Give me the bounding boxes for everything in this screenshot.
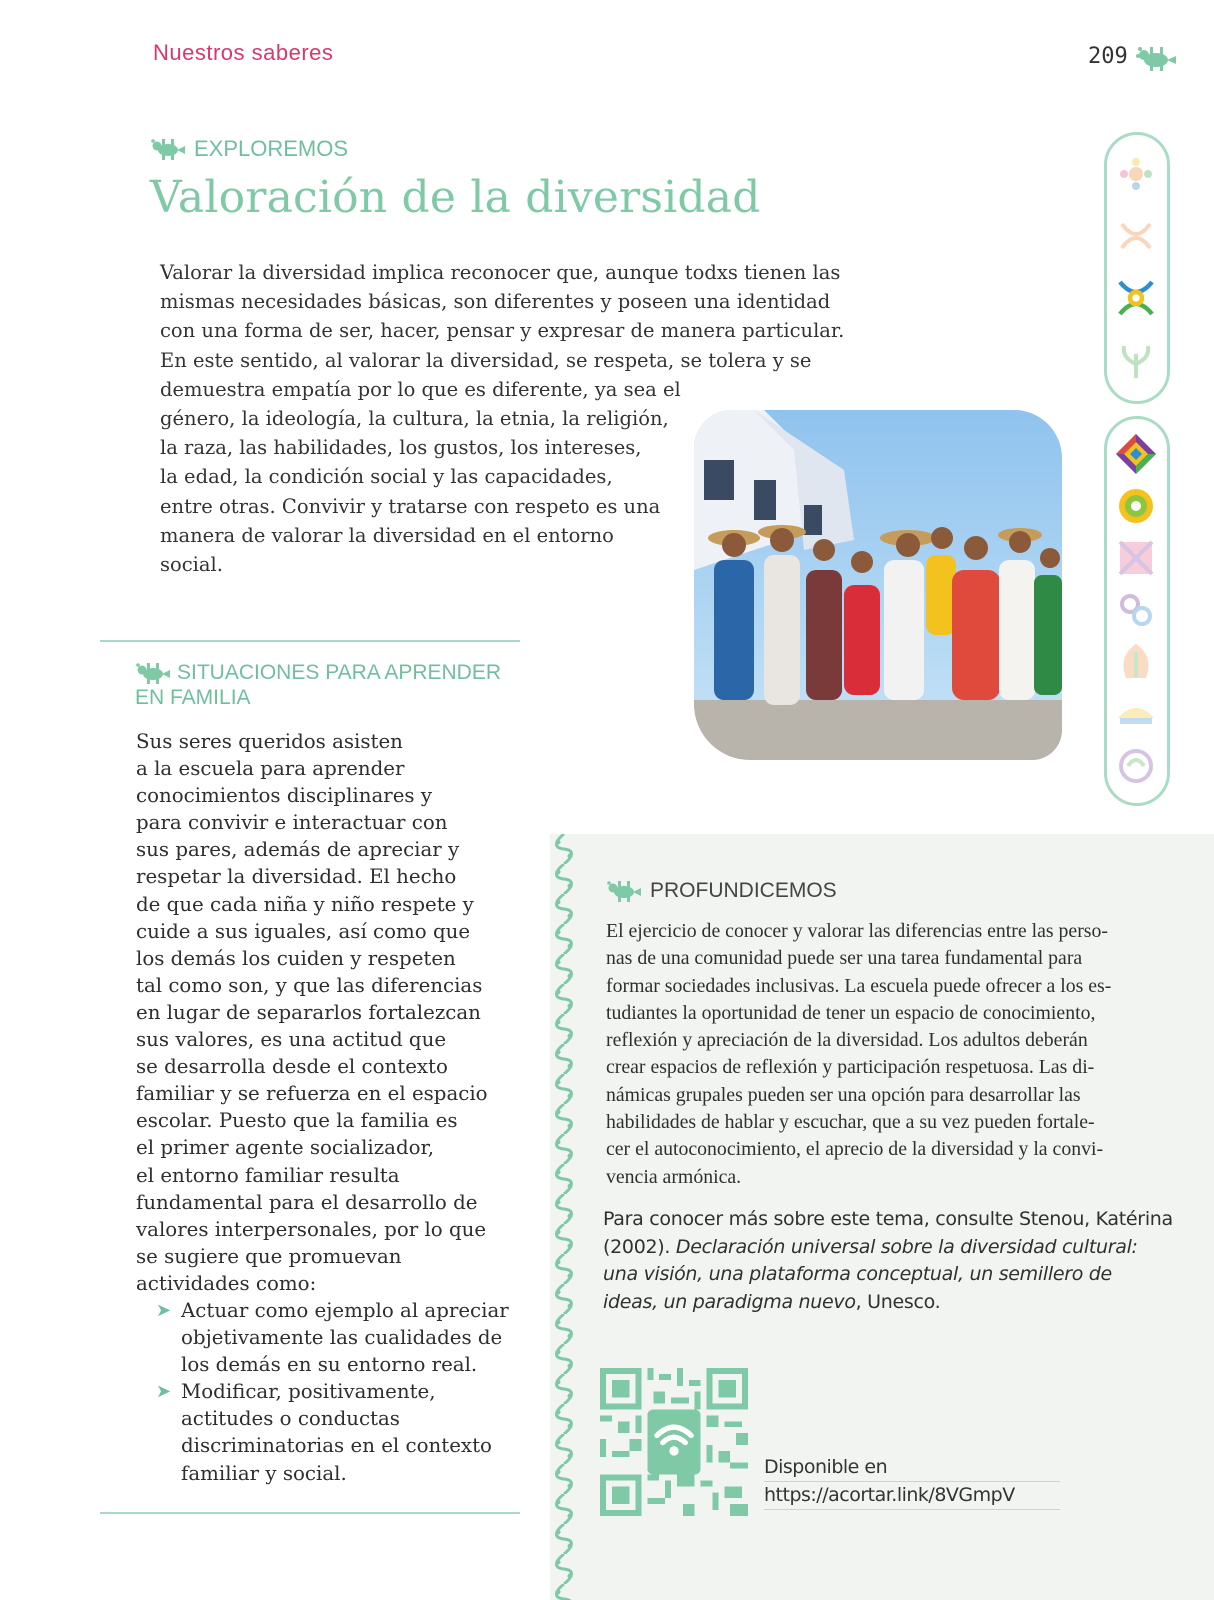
list-item-line: objetivamente las cualidades de — [181, 1326, 503, 1350]
family-line: sus valores, es una actitud que — [136, 1028, 447, 1052]
family-line: el entorno familiar resulta — [136, 1163, 400, 1187]
intro-line: social. — [160, 553, 223, 577]
family-line: sus pares, además de apreciar y — [136, 838, 460, 862]
family-label-line1: SITUACIONES PARA APRENDER — [177, 661, 502, 684]
intro-line: con una forma de ser, hacer, pensar y expresar de manera particular. — [160, 319, 845, 343]
deepen-line: nas de una comunidad puede ser una tarea fundamental para — [606, 947, 1083, 970]
intro-line: demuestra empatía por lo que es diferente, ya sea el — [160, 377, 681, 401]
family-line: para convivir e interactuar con — [136, 811, 448, 835]
reference-title: Declaración universal sobre la diversidad cultural: — [675, 1235, 1138, 1258]
page-title: Valoración de la diversidad — [150, 172, 761, 223]
page-number: 209 — [1088, 44, 1128, 69]
reference-line — [603, 1261, 1163, 1289]
resource-link[interactable]: https://acortar.link/8VGmpV — [764, 1482, 1060, 1510]
list-item-line: los demás en su entorno real. — [181, 1353, 478, 1377]
intro-line: En este sentido, al valorar la diversidad, se respeta, se tolera y se — [160, 348, 812, 372]
humano-comunitario-icon — [1110, 334, 1162, 386]
reference-title: ideas, un paradigma nuevo — [603, 1290, 856, 1313]
reference-line — [603, 1234, 1163, 1262]
igualdad-genero-icon — [1110, 584, 1162, 636]
intro-line: entre otras. Convivir y tratarse con respeto es una — [160, 494, 661, 518]
qr-code[interactable] — [600, 1368, 748, 1516]
family-line: de que cada niña y niño respete y — [136, 892, 474, 916]
family-line: conocimientos disciplinares y — [136, 784, 433, 808]
section-header: Nuestros saberes — [153, 40, 334, 65]
deepen-label: PROFUNDICEMOS — [650, 879, 837, 902]
deepen-line: cer el autoconocimiento, el aprecio de la diversidad y la convi- — [606, 1138, 1104, 1161]
axolotl-ornament-icon — [135, 660, 171, 686]
section-divider — [100, 1512, 520, 1514]
family-line: familiar y se refuerza en el espacio — [136, 1082, 488, 1106]
family-line: se sugiere que promuevan — [136, 1244, 402, 1268]
family-line: los demás los cuiden y respeten — [136, 946, 456, 970]
bullet-arrow-icon: ➤ — [156, 1299, 172, 1321]
section-divider — [100, 640, 520, 642]
deepen-line: reflexión y apreciación de la diversidad. Los adultos deberán — [606, 1029, 1088, 1052]
reference-publisher: , Unesco. — [855, 1290, 941, 1313]
festival-group-photo — [694, 410, 1062, 760]
family-line: respetar la diversidad. El hecho — [136, 865, 457, 889]
axolotl-ornament-icon — [606, 878, 642, 904]
family-line: se desarrolla desde el contexto — [136, 1055, 448, 1079]
deepen-line: vencia armónica. — [606, 1165, 742, 1188]
artes-icon — [1110, 740, 1162, 792]
activity-list — [136, 1297, 526, 1487]
lectura-escritura-icon — [1110, 688, 1162, 740]
family-line: Sus seres queridos asisten — [136, 730, 403, 753]
deepen-paragraph — [606, 918, 1150, 1191]
etica-naturaleza-icon — [1110, 272, 1162, 324]
family-line: en lugar de separarlos fortalezcan — [136, 1000, 481, 1024]
lenguajes-icon — [1110, 148, 1162, 200]
list-item-line: Modificar, positivamente, — [181, 1380, 436, 1404]
vida-saludable-icon — [1110, 636, 1162, 688]
reference-title: una visión, una plataforma conceptual, un semillero de — [603, 1263, 1112, 1285]
deepen-line: námicas grupales pueden ser una opción para desarrollar las — [606, 1083, 1081, 1106]
deepen-line: tudiantes la oportunidad de tener un espacio de conocimiento, — [606, 1001, 1096, 1024]
intro-line: género, la ideología, la cultura, la etnia, la religión, — [160, 407, 669, 431]
list-item — [136, 1378, 526, 1486]
saberes-icon — [1110, 210, 1162, 262]
family-line: cuide a sus iguales, así como que — [136, 919, 471, 943]
list-item — [136, 1297, 526, 1378]
deepen-section-label — [606, 878, 837, 904]
family-line: tal como son, y que las diferencias — [136, 973, 483, 997]
pensamiento-critico-icon — [1110, 480, 1162, 532]
explore-label: EXPLOREMOS — [194, 136, 349, 161]
axolotl-ornament-icon — [150, 136, 186, 162]
list-item-line: discriminatorias en el contexto — [181, 1434, 492, 1458]
family-line: el primer agente socializador, — [136, 1136, 435, 1160]
list-item-line: Actuar como ejemplo al apreciar — [181, 1298, 509, 1322]
family-line: actividades como: — [136, 1271, 317, 1295]
deepen-line: El ejercicio de conocer y valorar las diferencias entre las perso- — [606, 920, 1108, 942]
availability-block — [764, 1454, 1060, 1510]
axolotl-ornament-icon — [1136, 44, 1178, 74]
family-line: a la escuela para aprender — [136, 757, 405, 781]
reference-line — [603, 1289, 1163, 1317]
interculturalidad-icon — [1110, 532, 1162, 584]
family-line: valores interpersonales, por lo que — [136, 1217, 487, 1241]
vine-border-ornament — [550, 834, 578, 1600]
deepen-line: habilidades de hablar y escuchar, que a su vez pueden fortale- — [606, 1111, 1095, 1134]
intro-line: manera de valorar la diversidad en el entorno — [160, 523, 614, 547]
intro-line: mismas necesidades básicas, son diferentes y poseen una identidad — [160, 290, 831, 314]
deepen-line: formar sociedades inclusivas. La escuela puede ofrecer a los es- — [606, 974, 1112, 997]
family-section-label — [135, 660, 501, 710]
reference-citation — [603, 1206, 1173, 1316]
intro-line: la edad, la condición social y las capacidades, — [160, 465, 613, 489]
deepen-line: crear espacios de reflexión y participación respetuosa. Las di- — [606, 1056, 1095, 1079]
list-item-line: familiar y social. — [181, 1461, 347, 1485]
family-line: escolar. Puesto que la familia es — [136, 1109, 458, 1133]
reference-year: (2002). — [603, 1235, 676, 1258]
inclusion-icon — [1110, 428, 1162, 480]
family-label-line2: EN FAMILIA — [135, 686, 251, 709]
intro-line: Valorar la diversidad implica reconocer que, aunque todxs tienen las — [160, 261, 841, 284]
bullet-arrow-icon: ➤ — [156, 1381, 172, 1403]
family-line: fundamental para el desarrollo de — [136, 1190, 478, 1214]
family-paragraph — [136, 728, 526, 1487]
intro-line: la raza, las habilidades, los gustos, los intereses, — [160, 436, 642, 460]
reference-line: Para conocer más sobre este tema, consulte Stenou, Katérina — [603, 1208, 1173, 1230]
explore-section-label — [150, 136, 348, 162]
family-label — [135, 660, 502, 710]
available-label: Disponible en — [764, 1454, 1060, 1482]
list-item-line: actitudes o conductas — [181, 1407, 400, 1431]
